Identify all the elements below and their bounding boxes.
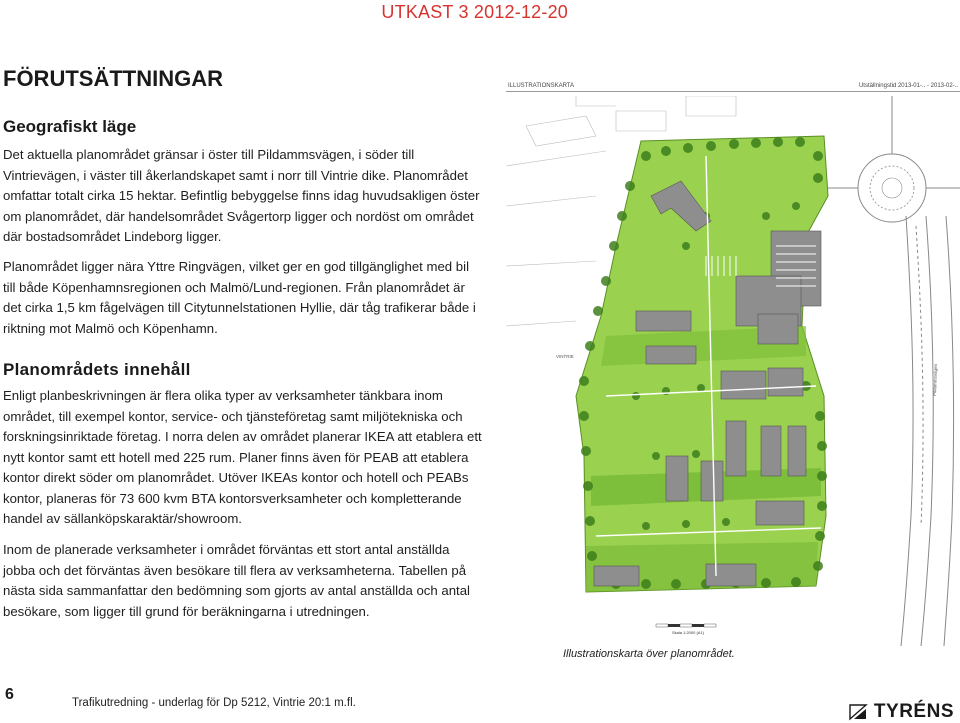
paragraph-geografiskt-2: Planområdet ligger nära Yttre Ringvägen, vilket ger en god tillgänglighet med bil till både Köpenhamnsregionen och Malmö/Lund-regionen. Från planområdet är det cirka 1,5 km fågelvägen till Citytunnelstationen Hyllie, där tåg trafikerar både i riktning mot Malmö och Köpenhamn. bbox=[3, 259, 476, 336]
label-vintrie: VINTRIE bbox=[556, 354, 574, 359]
tyrens-logo-icon bbox=[848, 703, 868, 721]
section-heading-innehall: Planområdets innehåll bbox=[3, 360, 191, 379]
tyrens-logo bbox=[848, 701, 954, 723]
map-caption-top-right: Utställningstid 2013-01-.. - 2013-02-.. bbox=[858, 83, 958, 89]
scale-label: Skala 1:2000 (A1) bbox=[672, 630, 705, 635]
label-road: Pildammsvägen bbox=[932, 363, 939, 397]
map-title-rule bbox=[506, 91, 960, 92]
section-heading-geografiskt: Geografiskt läge bbox=[3, 117, 137, 136]
map-caption: Illustrationskarta över planområdet. bbox=[563, 648, 735, 660]
page-title: FÖRUTSÄTTNINGAR bbox=[3, 66, 223, 91]
map-caption-top-left: ILLUSTRATIONSKARTA bbox=[508, 83, 575, 89]
tyrens-logo-text: TYRÉNS bbox=[873, 701, 954, 722]
illustration-map bbox=[506, 96, 960, 646]
paragraph-innehall-1: Enligt planbeskrivningen är flera olika typer av verksamheter tänkbara inom området, till exempel kontor, service- och tjänsteföretag samt miljötekniska och forskningsinriktade företag. I norra delen av området planerar IKEA att etablera ett nytt kontor samt ett hotell med 225 rum. Planer finns även för PEAB att etablera kontor direkt söder om planområdet. Utöver IKEAs kontor och hotell och PEABs kontor, planeras för 73 600 kvm BTA kontorsverksamheter och kompletterande handel av sällanköpskaraktär/showroom. bbox=[3, 388, 482, 526]
draft-stamp: UTKAST 3 2012-12-20 bbox=[381, 2, 568, 22]
page-number: 6 bbox=[5, 686, 14, 703]
paragraph-innehall-2: Inom de planerade verksamheter i området förväntas ett stort antal anställda jobba och det förväntas även besökare till flera av verksamheterna. Tabellen på nästa sida sammanfattar den bedömning som gjorts av antal anställda och antal besökare, som ligger till grund för beräkningarna i utredningen. bbox=[3, 542, 470, 619]
paragraph-geografiskt-1: Det aktuella planområdet gränsar i öster till Pildammsvägen, i söder till Vintrievägen, i väster till åkerlandskapet samt i norr till Vintrie dike. Planområdet omfattar totalt cirka 15 hektar. Befintlig bebyggelse finns idag huvudsakligen öster om planområdet, där handelsområdet Svågertorp ligger och nordöst om området där bostadsområdet Lindeborg ligger. bbox=[3, 147, 480, 244]
footer-text: Trafikutredning - underlag för Dp 5212, Vintrie 20:1 m.fl. bbox=[72, 697, 356, 709]
map-graphic bbox=[506, 96, 960, 646]
